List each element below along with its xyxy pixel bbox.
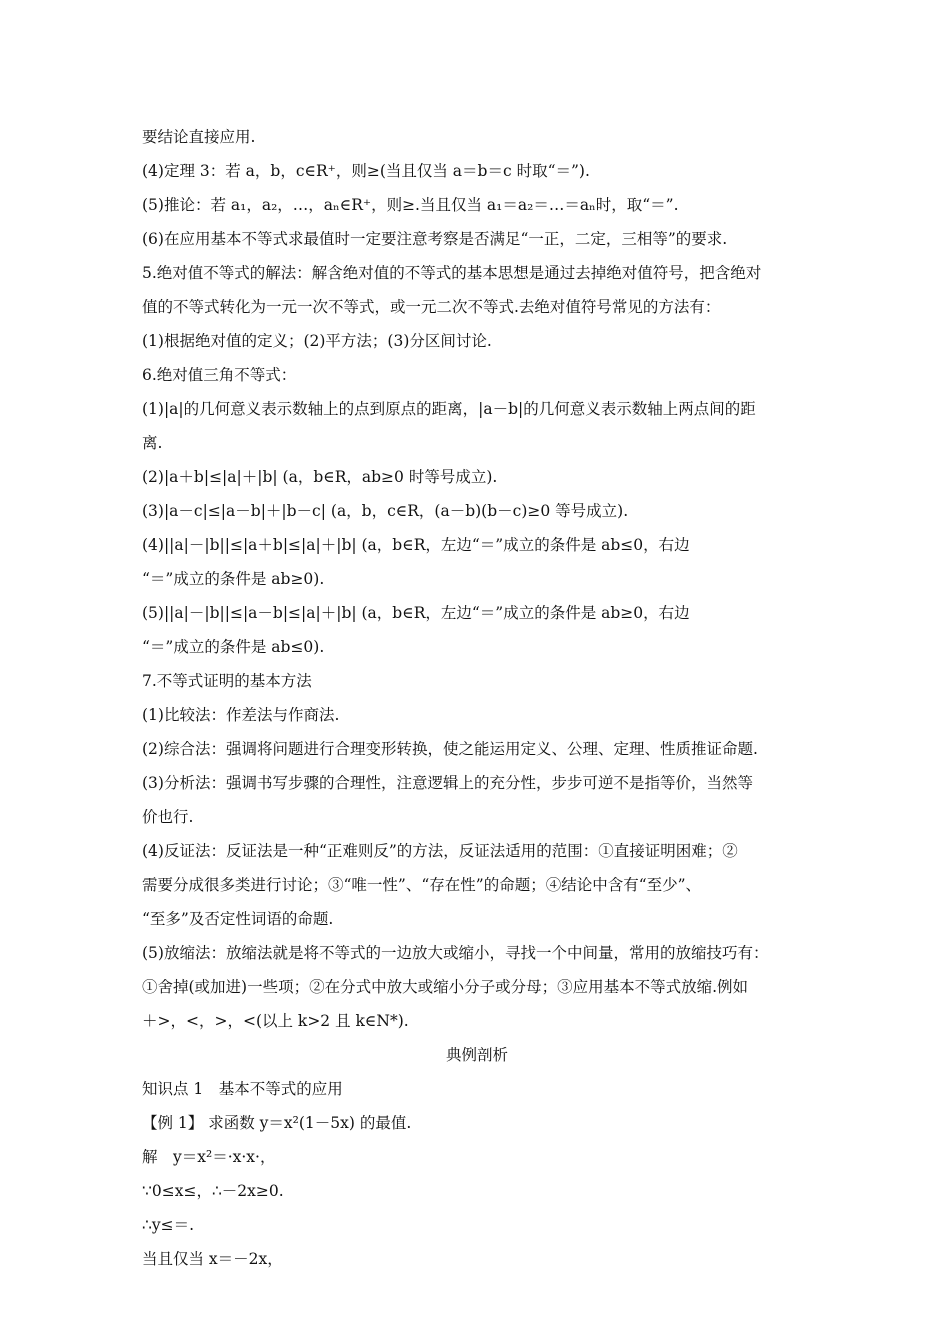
section-title: 典例剖析	[445, 1046, 508, 1064]
text-line: (4)定理 3：若 a，b，c∈R⁺，则≥(当且仅当 a＝b＝c 时取“＝”).	[142, 162, 590, 180]
text-line: 离.	[142, 434, 163, 452]
section-heading: 5.绝对值不等式的解法：解含绝对值的不等式的基本思想是通过去掉绝对值符号，把含绝对	[142, 264, 762, 282]
text-line: “至多”及否定性词语的命题.	[142, 910, 334, 928]
section-heading: 6.绝对值三角不等式：	[142, 366, 297, 384]
text-line: (3)分析法：强调书写步骤的合理性，注意逻辑上的充分性，步步可逆不是指等价，当然等	[142, 774, 753, 792]
example-title: 【例 1】 求函数 y＝x²(1－5x) 的最值.	[142, 1114, 412, 1132]
text-line: 价也行.	[142, 808, 194, 826]
text-line: “＝”成立的条件是 ab≤0).	[142, 638, 325, 656]
solution-line: ∴y≤＝.	[142, 1216, 195, 1234]
text-line: (1)|a|的几何意义表示数轴上的点到原点的距离，|a－b|的几何意义表示数轴上两点间的距	[142, 400, 756, 418]
text-line: (5)||a|－|b||≤|a－b|≤|a|＋|b| (a，b∈R，左边“＝”成立的条件是 ab≥0，右边	[142, 604, 690, 622]
text-line: (3)|a－c|≤|a－b|＋|b－c| (a，b，c∈R，(a－b)(b－c)≥0 等号成立).	[142, 502, 629, 520]
text-line: 要结论直接应用.	[142, 128, 256, 146]
text-line: (5)放缩法：放缩法就是将不等式的一边放大或缩小，寻找一个中间量，常用的放缩技巧有：	[142, 944, 769, 962]
text-line: 需要分成很多类进行讨论；③“唯一性”、“存在性”的命题；④结论中含有“至少”、	[142, 876, 702, 894]
solution-line: ∵0≤x≤，∴－2x≥0.	[142, 1182, 284, 1200]
text-line: (1)根据绝对值的定义；(2)平方法；(3)分区间讨论.	[142, 332, 492, 350]
text-line: (5)推论：若 a₁，a₂，…，aₙ∈R⁺，则≥.当且仅当 a₁＝a₂＝…＝aₙ时，取“＝”.	[142, 196, 679, 214]
text-line: (4)||a|－|b||≤|a＋b|≤|a|＋|b| (a，b∈R，左边“＝”成立的条件是 ab≤0，右边	[142, 536, 690, 554]
text-line: (2)|a＋b|≤|a|＋|b| (a，b∈R，ab≥0 时等号成立).	[142, 468, 498, 486]
text-line: 值的不等式转化为一元一次不等式，或一元二次不等式.去绝对值符号常见的方法有：	[142, 298, 721, 316]
text-line: ①舍掉(或加进)一些项；②在分式中放大或缩小分子或分母；③应用基本不等式放缩.例如	[142, 978, 749, 996]
text-line: ＋>，<，>，<(以上 k>2 且 k∈N*).	[142, 1012, 409, 1030]
text-line: (4)反证法：反证法是一种“正难则反”的方法，反证法适用的范围：①直接证明困难；②	[142, 842, 738, 860]
subsection-heading: 知识点 1 基本不等式的应用	[142, 1080, 343, 1098]
section-heading: 7.不等式证明的基本方法	[142, 672, 312, 690]
text-line: “＝”成立的条件是 ab≥0).	[142, 570, 325, 588]
text-line: (6)在应用基本不等式求最值时一定要注意考察是否满足“一正，二定，三相等”的要求.	[142, 230, 728, 248]
document-body	[142, 120, 812, 1276]
text-line: (1)比较法：作差法与作商法.	[142, 706, 340, 724]
text-line: (2)综合法：强调将问题进行合理变形转换，使之能运用定义、公理、定理、性质推证命题.	[142, 740, 758, 758]
solution-line: 当且仅当 x＝－2x，	[142, 1250, 283, 1268]
solution-line: 解 y＝x²＝·x·x·，	[142, 1148, 276, 1166]
